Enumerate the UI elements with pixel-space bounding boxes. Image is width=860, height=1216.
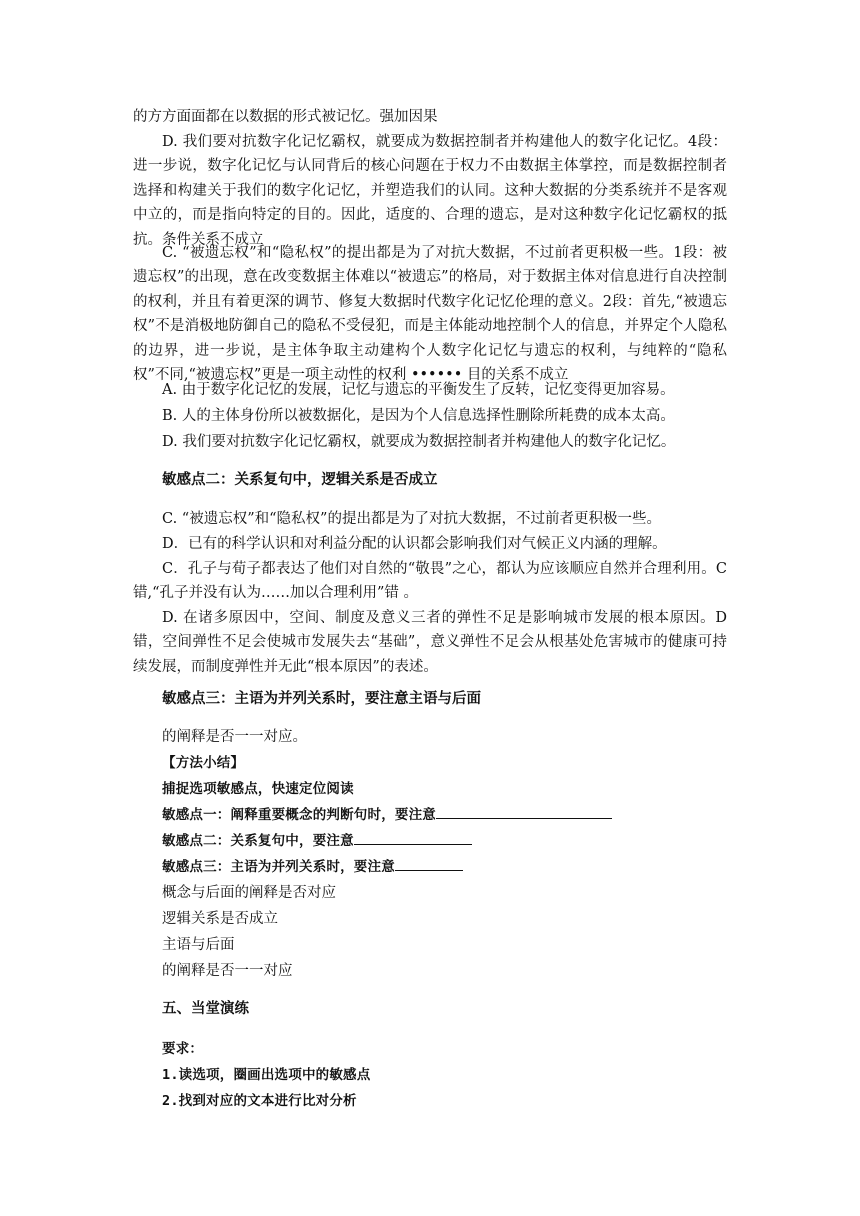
method-line-4 [162, 855, 463, 879]
answer-blank-1[interactable] [436, 804, 612, 819]
option-a: A. 由于数字化记忆的发展，记忆与遗忘的平衡发生了反转，记忆变得更加容易。 [162, 382, 675, 398]
example-d1: D．已有的科学认识和对利益分配的认识都会影响我们对气候正义内涵的理解。 [162, 536, 667, 552]
answer-blank-3[interactable] [395, 856, 463, 871]
example-c2: C．孔子与荀子都表达了他们对自然的“敬畏”之心，都认为应该顺应自然并合理利用。C错,“孔子并没有认为……加以合理利用”错 。 [133, 561, 727, 602]
method-line-3 [162, 829, 472, 853]
method-summary-title: 【方法小结】 [162, 755, 245, 771]
requirements-title: 要求： [162, 1041, 204, 1057]
option-b: B. 人的主体身份所以被数据化，是因为个人信息选择性删除所耗费的成本太高。 [162, 408, 675, 424]
section-heading-practice: 五、当堂演练 [162, 1001, 249, 1017]
section-heading-sensitive-point-2: 敏感点二：关系复句中，逻辑关系是否成立 [162, 472, 438, 488]
paragraph-option-c-analysis: C. “被遗忘权”和“隐私权”的提出都是为了对抗大数据，不过前者更积极一些。1段：被遗忘权”的出现，意在改变数据主体难以“被遗忘”的格局，对于数据主体对信息进行自决控制的权利，并且有着更深的调节、修复大数据时代数字化记忆伦理的意义。2段：首先,“被遗忘权”不是消极地防御自己的隐私不受侵犯，而是主体能动地控制个人的信息，并界定个人隐私的边界，进一步说，是主体争取主动建构个人数字化记忆与遗忘的权利，与纯粹的“隐私权”不同,“被遗忘权”更是一项主动性的权利 •••••• 目的关系不成立 [133, 245, 727, 384]
method-line-3-text: 敏感点二：关系复句中，要注意 [162, 833, 354, 849]
heading-continuation: 的阐释是否一一对应。 [162, 729, 307, 745]
section-heading-sensitive-point-3: 敏感点三：主语为并列关系时，要注意主语与后面 [162, 691, 481, 707]
requirement-1: 1.读选项，圈画出选项中的敏感点 [162, 1067, 371, 1083]
answer-text-3: 主语与后面 [162, 937, 235, 953]
paragraph-option-d-analysis: D. 我们要对抗数字化记忆霸权，就要成为数据控制者并构建他人的数字化记忆。4段：进一步说，数字化记忆与认同背后的核心问题在于权力不由数据主体掌控，而是数据控制者选择和构建关于我们的数字化记忆，并塑造我们的认同。这种大数据的分类系统并不是客观中立的，而是指向特定的目的。因此，适度的、合理的遗忘，是对这种数字化记忆霸权的抵抗。条件关系不成立 [133, 134, 727, 248]
method-line-1: 捕捉选项敏感点，快速定位阅读 [162, 781, 354, 797]
answer-text-4: 的阐释是否一一对应 [162, 963, 293, 979]
answer-text-1: 概念与后面的阐释是否对应 [162, 885, 336, 901]
paragraph-p1: 的方方面面都在以数据的形式被记忆。强加因果 [133, 109, 438, 125]
answer-text-2: 逻辑关系是否成立 [162, 911, 278, 927]
method-line-2 [162, 803, 612, 827]
requirement-2: 2.找到对应的文本进行比对分析 [162, 1093, 357, 1109]
method-line-4-text: 敏感点三：主语为并列关系时，要注意 [162, 859, 395, 875]
example-c1: C. “被遗忘权”和“隐私权”的提出都是为了对抗大数据，不过前者更积极一些。 [162, 511, 661, 527]
option-d: D. 我们要对抗数字化记忆霸权，就要成为数据控制者并构建他人的数字化记忆。 [162, 434, 676, 450]
answer-blank-2[interactable] [354, 830, 472, 845]
example-d2: D. 在诸多原因中，空间、制度及意义三者的弹性不足是影响城市发展的根本原因。D错，空间弹性不足会使城市发展失去“基础”，意义弹性不足会从根基处危害城市的健康可持续发展，而制度弹性并无此“根本原因”的表述。 [133, 610, 727, 675]
method-line-2-text: 敏感点一：阐释重要概念的判断句时，要注意 [162, 807, 436, 823]
